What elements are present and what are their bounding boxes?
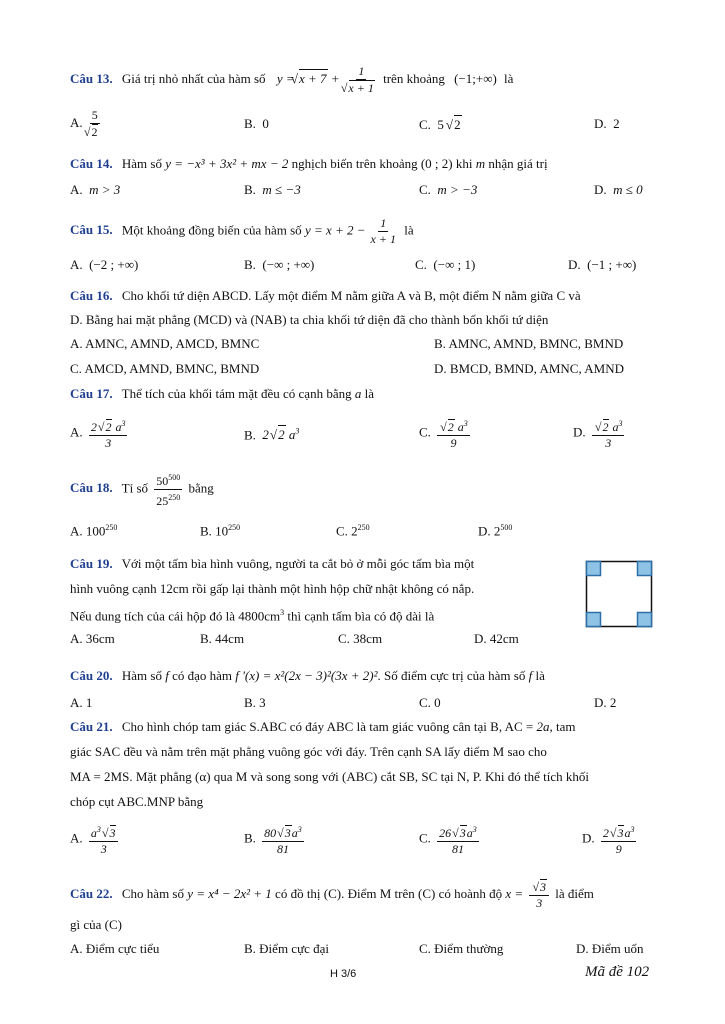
q15-tail: là: [404, 222, 414, 238]
q22-option-b: B. Điểm cực đại: [244, 941, 330, 956]
q18-option-c: [336, 519, 370, 540]
q17-option-a: A. $\frac{2√ 2 a^3}{3}$: [70, 416, 130, 451]
q14-label: Câu 14.: [70, 156, 113, 171]
q13-stem: [70, 64, 513, 96]
q15-func: y = x + 2 −: [304, 222, 366, 238]
q20-option-b: B. 3: [244, 695, 266, 710]
q16-label: Câu 16.: [70, 288, 113, 303]
q18-option-d: [478, 519, 512, 540]
q17-option-d: D. √ $\frac{2 a^3}{3}$: [573, 416, 627, 451]
q13-option-c: C. 5√ 2: [419, 115, 462, 134]
q18-option-a: [70, 519, 117, 540]
q15-label: Câu 15.: [70, 222, 113, 238]
q20-option-d: D. 2: [594, 695, 617, 710]
q19-text3a: Nếu dung tích của cái hộp đó là 4800cm: [70, 608, 281, 624]
q20-tail: . Số điểm cực trị của hàm số: [377, 668, 526, 683]
q18-text: Tỉ số: [121, 480, 149, 496]
q13-label: Câu 13.: [70, 70, 113, 86]
q19-option-b: B. 44cm: [200, 631, 245, 646]
q18-frac: $\frac{50^{500}}{25^{250}}$: [154, 470, 182, 509]
q18-label: Câu 18.: [70, 480, 113, 496]
q15-stem: [70, 216, 414, 247]
q14-b: m ≤ −3: [262, 182, 301, 197]
q13-func: y = √ x + 7 + 1 √ x + 1: [277, 71, 380, 86]
q16-option-c: C. AMCD, AMND, BMNC, BMND: [70, 361, 260, 376]
q19-text3b: thì cạnh tấm bìa có độ dài là: [287, 608, 435, 624]
q22-mid: có đồ thị (C). Điểm M trên (C) có hoành độ: [275, 885, 503, 901]
q18-c-exp: 250: [357, 523, 370, 532]
q15-b: (−∞ ; +∞): [262, 257, 315, 272]
q18-a-exp: 250: [105, 523, 118, 532]
q13-a-num: 5: [91, 108, 98, 122]
q16-line2: D. Bằng hai mặt phẳng (MCD) và (NAB) ta chia khối tứ diện đã cho thành bốn khối tứ diện: [70, 312, 549, 327]
q22-tail: là điểm: [555, 885, 594, 901]
q20-label: Câu 20.: [70, 668, 113, 683]
q20-post: có đạo hàm: [172, 668, 233, 683]
q21-option-b: B. $\frac{80√ 3a^3}{81}$: [244, 822, 307, 857]
cut-corner-square-figure: [585, 560, 653, 628]
q15-option-c: C. (−∞ ; 1): [415, 257, 476, 272]
q19-line2: hình vuông cạnh 12cm rồi gấp lại thành một hình hộp chữ nhật không có nắp.: [70, 581, 475, 596]
q20-option-c: C. 0: [419, 695, 441, 710]
q16-text1: Cho khối tứ diện ABCD. Lấy một điểm M nằm giữa A và B, một điểm N nằm giữa C và: [121, 288, 581, 303]
q13-tail: là: [504, 70, 514, 86]
corner-square-tl: [587, 562, 601, 576]
q17-label: Câu 17.: [70, 386, 113, 401]
q22-option-a: A. Điểm cực tiểu: [70, 941, 160, 956]
q13-option-d: D. 2: [594, 116, 620, 131]
q18-option-b: [200, 519, 240, 540]
q13-c-val: 5: [437, 117, 444, 132]
corner-square-br: [638, 613, 652, 627]
q21-option-d: D. $\frac{2√ 3a^3}{9}$: [582, 822, 639, 857]
corner-square-tr: [638, 562, 652, 576]
q13-b: 0: [262, 116, 269, 131]
q19-option-c: C. 38cm: [338, 631, 383, 646]
q13-post: trên khoảng: [383, 70, 445, 86]
q14-option-a: A. m > 3: [70, 182, 121, 197]
q14-var: m: [475, 156, 486, 171]
q15-pre: Một khoảng đồng biến của hàm số: [121, 222, 302, 238]
q20-stem: Câu 20. Hàm số f có đạo hàm f '(x) = x²(2x − 3)²(3x + 2)². Số điểm cực trị của hàm số f là: [70, 668, 545, 683]
q22-stem: [70, 879, 594, 911]
q15-a: (−2 ; +∞): [89, 257, 139, 272]
q13-d: 2: [613, 116, 620, 131]
q13-option-b: B. 0: [244, 116, 269, 131]
q20-pre: Hàm số: [121, 668, 162, 683]
q19-line3: Nếu dung tích của cái hộp đó là $4800cm^3$ thì cạnh tấm bìa có độ dài là: [70, 608, 435, 624]
q20-func: f '(x) = x²(2x − 3)²(3x + 2)²: [235, 668, 378, 683]
q16-option-a: A. AMNC, AMND, AMCD, BMNC: [70, 336, 260, 351]
q22-option-d: D. Điểm uốn: [576, 941, 644, 956]
q13-a-den: √ 2: [92, 124, 99, 140]
q21-line1: [70, 718, 576, 736]
q17-stem: [70, 385, 374, 403]
q13-pre: Giá trị nhỏ nhất của hàm số: [121, 70, 266, 86]
q21-option-c: C. $\frac{26√ 3a^3}{81}$: [419, 822, 482, 857]
q18-a: A. 100: [70, 523, 106, 539]
q19-label: Câu 19.: [70, 556, 113, 571]
q18-d: D. 2: [478, 523, 501, 539]
q15-option-b: B. (−∞ ; +∞): [244, 257, 315, 272]
q14-option-c: C. m > −3: [419, 182, 478, 197]
q18-stem: [70, 470, 214, 509]
q14-func: y = −x³ + 3x² + mx − 2: [165, 156, 289, 171]
q13-option-a: A. 5 √ 2: [70, 108, 103, 140]
q14-stem: [70, 155, 548, 173]
q18-d-exp: 500: [500, 523, 513, 532]
q21-line3: MA = 2MS. Mặt phẳng (α) qua M và song song với (ABC) cắt SB, SC tại N, P. Khi đó thể tích khối: [70, 769, 589, 784]
q17-tail: là: [364, 386, 374, 401]
q16-line1: [70, 287, 581, 305]
q21-option-a: A. $\frac{a^3√ 3}{3}$: [70, 822, 121, 857]
q21-label: Câu 21.: [70, 719, 113, 734]
q22-option-c: C. Điểm thường: [419, 941, 504, 956]
q14-c: m > −3: [437, 182, 478, 197]
q20-tail2: là: [535, 668, 545, 683]
q14-d: m ≤ 0: [613, 182, 643, 197]
q17-var: a: [354, 386, 362, 401]
q18-b-exp: 250: [228, 523, 241, 532]
q21-line2: giác SAC đều và nằm trên mặt phẳng vuông góc với đáy. Trên cạnh SA lấy điểm M sao cho: [70, 744, 547, 759]
q14-pre: Hàm số: [121, 156, 162, 171]
q18-b: B. 10: [200, 523, 229, 539]
q22-func: y = x⁴ − 2x² + 1: [187, 885, 272, 901]
q15-option-a: A. (−2 ; +∞): [70, 257, 139, 272]
q22-label: Câu 22.: [70, 885, 113, 901]
q18-tail: bằng: [188, 480, 214, 496]
q21-text1b: 2a: [536, 719, 550, 734]
q14-option-d: D. m ≤ 0: [594, 182, 643, 197]
q21-text1c: , tam: [549, 719, 576, 734]
q19-text1: Với một tấm bìa hình vuông, người ta cắt bỏ ở mỗi góc tấm bìa một: [121, 556, 475, 571]
q15-option-d: D. (−1 ; +∞): [568, 257, 637, 272]
q14-option-b: B. m ≤ −3: [244, 182, 301, 197]
q17-option-c: C. √ $\frac{2 a^3}{9}$: [419, 416, 473, 451]
q20-option-a: A. 1: [70, 695, 93, 710]
q17-option-b: B. 2√ 2 $a^3$: [244, 423, 299, 444]
q17-text: Thể tích của khối tám mặt đều có cạnh bằng: [121, 386, 352, 401]
q14-a: m > 3: [89, 182, 121, 197]
q19-option-d: D. 42cm: [474, 631, 519, 646]
q15-d: (−1 ; +∞): [587, 257, 637, 272]
q16-option-d: D. BMCD, BMND, AMNC, AMND: [434, 361, 624, 376]
q14-tail: nhận giá trị: [488, 156, 548, 171]
q22-x-value: x = √ $\frac{3}{3}$: [505, 886, 552, 901]
q15-c: (−∞ ; 1): [433, 257, 476, 272]
q15-frac: $\frac{1}{x + 1}$: [370, 216, 396, 246]
corner-square-bl: [587, 613, 601, 627]
q21-line4: chóp cụt ABC.MNP bằng: [70, 794, 204, 809]
q19-line1: [70, 555, 474, 573]
exam-code: Mã đề 102: [585, 964, 650, 980]
q22-line2: gì của (C): [70, 917, 122, 932]
q18-c: C. 2: [336, 523, 358, 539]
q19-option-a: A. 36cm: [70, 631, 115, 646]
q14-post: nghịch biến trên khoảng (0 ; 2) khi: [291, 156, 473, 171]
q16-option-b: B. AMNC, AMND, BMNC, BMND: [434, 336, 624, 351]
page-number: H 3/6: [330, 968, 357, 980]
q22-pre: Cho hàm số: [121, 885, 184, 901]
q13-interval: (−1;+∞): [454, 70, 497, 86]
q21-text1: Cho hình chóp tam giác S.ABC có đáy ABC là tam giác vuông cân tại B, AC =: [121, 719, 534, 734]
q13-c-rad: √ 2: [454, 115, 462, 134]
